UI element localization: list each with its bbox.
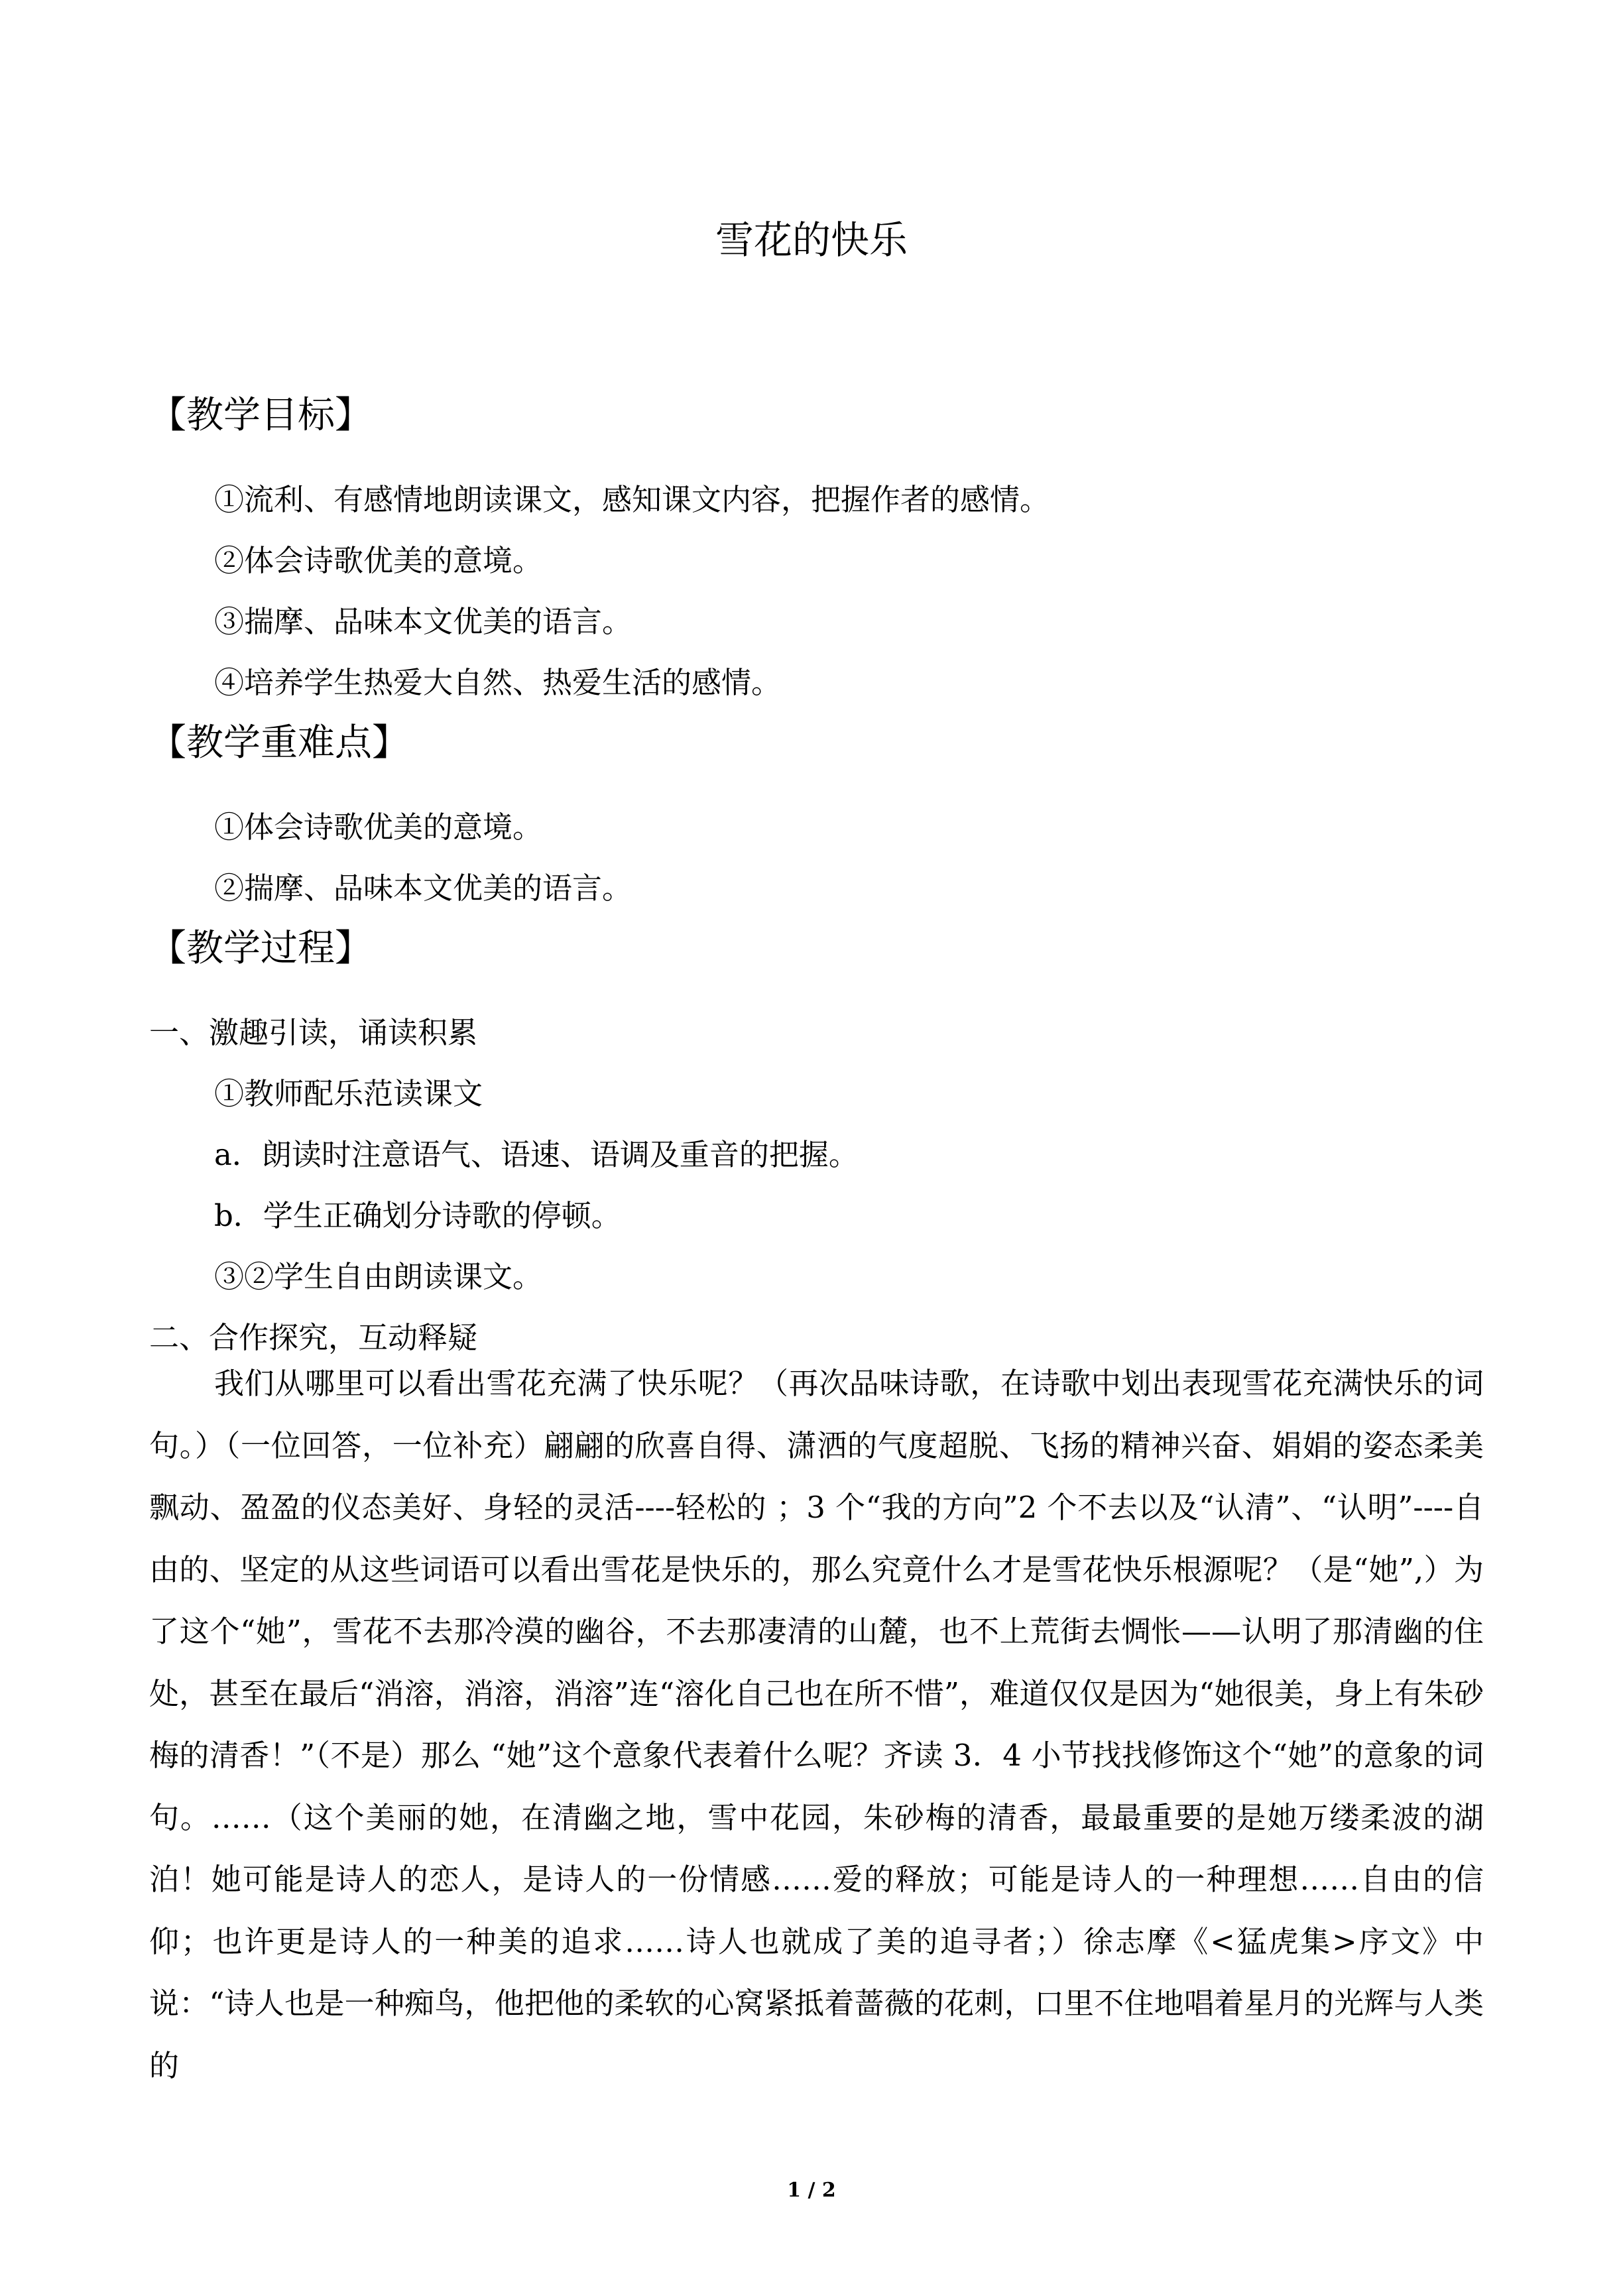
heading-objectives: 【教学目标】 — [149, 394, 372, 437]
process-part1-item: a．朗读时注意语气、语速、语调及重音的把握。 — [214, 1137, 859, 1172]
objective-item: ④培养学生热爱大自然、热爱生活的感情。 — [214, 665, 782, 700]
heading-key-points: 【教学重难点】 — [149, 721, 409, 764]
objective-item: ①流利、有感情地朗读课文，感知课文内容，把握作者的感情。 — [214, 482, 1050, 517]
key-point-item: ①体会诗歌优美的意境。 — [214, 810, 543, 845]
process-part1-item: b．学生正确划分诗歌的停顿。 — [214, 1198, 621, 1233]
document-title: 雪花的快乐 — [715, 217, 908, 263]
process-part2-title: 二、合作探究，互动释疑 — [149, 1320, 478, 1355]
objective-item: ②体会诗歌优美的意境。 — [214, 543, 543, 578]
process-part1-title: 一、激趣引读，诵读积累 — [149, 1015, 478, 1050]
process-part1-item: ①教师配乐范读课文 — [214, 1076, 483, 1111]
process-part2-paragraph: 我们从哪里可以看出雪花充满了快乐呢？（再次品味诗歌，在诗歌中划出表现雪花充满快乐的词句。）（一位回答，一位补充）翩翩的欣喜自得、潇洒的气度超脱、飞扬的精神兴奋、娟娟的姿态柔美飘动、盈盈的仪态美好、身轻的灵活----轻松的 ；3 个“我的方向”2 个不去以及“认清”、“认明”----自由的、坚定的从这些词语可以看出雪花是快乐的，那么究竟什么才是雪花快乐根源呢？（是“她”,）为了这个“她”，雪花不去那冷漠的幽谷，不去那凄清的山麓，也不上荒街去惆怅——认明了那清幽的住处，甚至在最后“消溶，消溶，消溶”连“溶化自己也在所不惜”，难道仅仅是因为“她很美，身上有朱砂梅的清香！”（不是）那么 “她”这个意象代表着什么呢？齐读 3．4 小节找找修饰这个“她”的意象的词句。……（这个美丽的她，在清幽之地，雪中花园，朱砂梅的清香，最最重要的是她万缕柔波的湖泊！她可能是诗人的恋人，是诗人的一份情感……爱的释放；可能是诗人的一种理想……自由的信仰；也许更是诗人的一种美的追求……诗人也就成了美的追寻者；）徐志摩《<猛虎集>序文》中说：“诗人也是一种痴鸟，他把他的柔软的心窝紧抵着蔷薇的花刺，口里不住地唱着星月的光辉与人类的 — [149, 1366, 1484, 2083]
key-point-item: ②揣摩、品味本文优美的语言。 — [214, 871, 632, 906]
objective-item: ③揣摩、品味本文优美的语言。 — [214, 604, 632, 639]
page-number: 1 / 2 — [787, 2179, 836, 2202]
process-part1-item: ③②学生自由朗读课文。 — [214, 1259, 543, 1294]
heading-process: 【教学过程】 — [149, 927, 372, 970]
